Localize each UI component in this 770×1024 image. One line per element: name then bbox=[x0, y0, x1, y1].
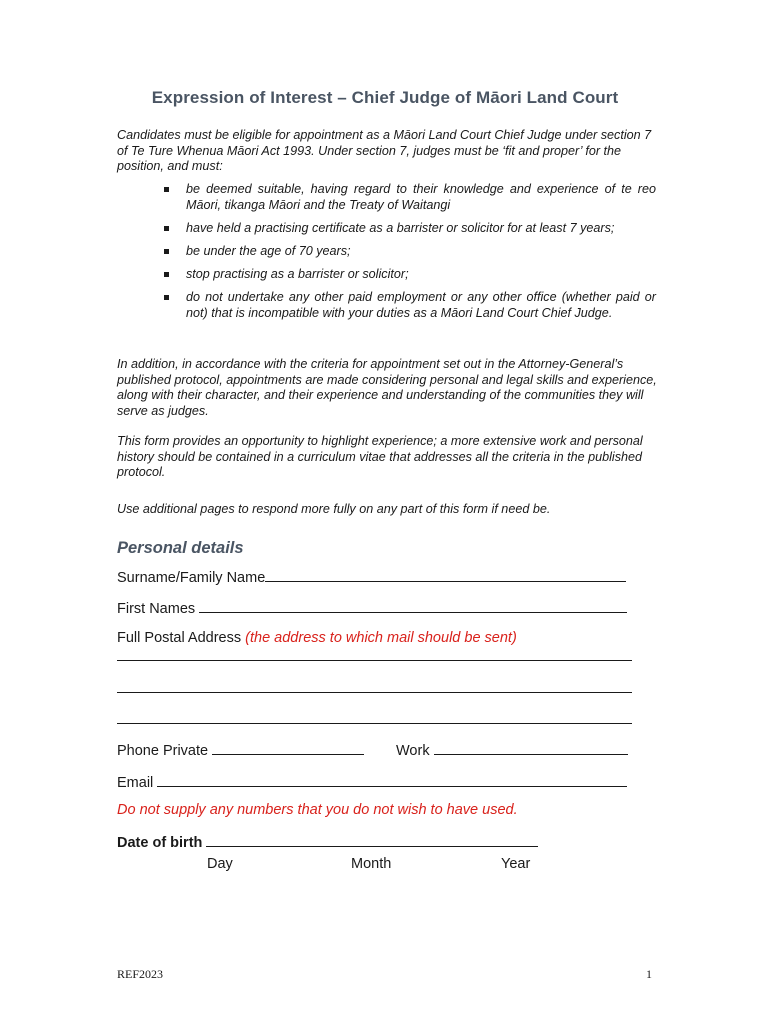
eligibility-criteria-list bbox=[162, 182, 656, 329]
dob-year-label: Year bbox=[501, 856, 531, 872]
bullet-square-icon bbox=[164, 272, 169, 277]
footer-reference: REF2023 bbox=[117, 967, 164, 981]
first-names-row bbox=[117, 598, 627, 617]
bullet-square-icon bbox=[164, 187, 169, 192]
surname-field[interactable] bbox=[265, 567, 626, 582]
page-number: 1 bbox=[646, 967, 652, 981]
document-title: Expression of Interest – Chief Judge of Māori Land Court bbox=[151, 88, 619, 107]
work-phone-label: Work bbox=[396, 743, 430, 759]
cv-paragraph: This form provides an opportunity to highlight experience; a more extensive work and personal history should be contained in a curriculum vitae that addresses all the criteria in the published protocol. bbox=[117, 434, 643, 480]
email-label: Email bbox=[117, 775, 154, 791]
work-phone-row bbox=[396, 740, 628, 759]
protocol-paragraph: In addition, in accordance with the criteria for appointment set out in the Attorney-General’s published protocol, appointments are made considering personal and legal skills and experience, along with their character, and their experience and understanding of the communities they will serve as judges. bbox=[117, 357, 657, 418]
postal-address-line-1[interactable] bbox=[117, 660, 632, 661]
first-names-field[interactable] bbox=[199, 598, 627, 613]
criteria-item: be deemed suitable, having regard to their knowledge and experience of te reo Māori, tikanga Māori and the Treaty of Waitangi bbox=[162, 182, 656, 213]
dob-month-label: Month bbox=[351, 856, 392, 872]
work-phone-field[interactable] bbox=[434, 740, 628, 755]
dob-row bbox=[117, 832, 538, 851]
personal-details-heading: Personal details bbox=[117, 539, 244, 557]
surname-row bbox=[117, 567, 626, 586]
bullet-square-icon bbox=[164, 226, 169, 231]
surname-label: Surname/Family Name bbox=[117, 570, 266, 586]
bullet-square-icon bbox=[164, 249, 169, 254]
email-row bbox=[117, 772, 627, 791]
phone-private-row bbox=[117, 740, 364, 759]
numbers-warning: Do not supply any numbers that you do not wish to have used. bbox=[117, 802, 518, 818]
additional-pages-note: Use additional pages to respond more fully on any part of this form if need be. bbox=[117, 502, 551, 516]
criteria-item: be under the age of 70 years; bbox=[162, 244, 656, 260]
postal-address-row bbox=[117, 630, 517, 646]
first-names-label: First Names bbox=[117, 601, 196, 617]
postal-address-line-3[interactable] bbox=[117, 723, 632, 724]
criteria-item: have held a practising certificate as a barrister or solicitor for at least 7 years; bbox=[162, 221, 656, 237]
dob-field[interactable] bbox=[206, 832, 538, 847]
intro-paragraph: Candidates must be eligible for appointment as a Māori Land Court Chief Judge under section 7 of Te Ture Whenua Māori Act 1993. Under section 7, judges must be ‘fit and proper’ for the position, and must: bbox=[117, 128, 652, 174]
postal-address-note: (the address to which mail should be sent) bbox=[245, 630, 517, 646]
criteria-item: do not undertake any other paid employment or any other office (whether paid or not) that is incompatible with your duties as a Māori Land Court Chief Judge. bbox=[162, 290, 656, 321]
dob-label: Date of birth bbox=[117, 835, 203, 851]
postal-address-label: Full Postal Address bbox=[117, 630, 242, 646]
email-field[interactable] bbox=[157, 772, 627, 787]
bullet-square-icon bbox=[164, 295, 169, 300]
criteria-item: stop practising as a barrister or solicitor; bbox=[162, 267, 656, 283]
phone-private-label: Phone Private bbox=[117, 743, 209, 759]
dob-day-label: Day bbox=[207, 856, 233, 872]
postal-address-line-2[interactable] bbox=[117, 692, 632, 693]
phone-private-field[interactable] bbox=[212, 740, 364, 755]
